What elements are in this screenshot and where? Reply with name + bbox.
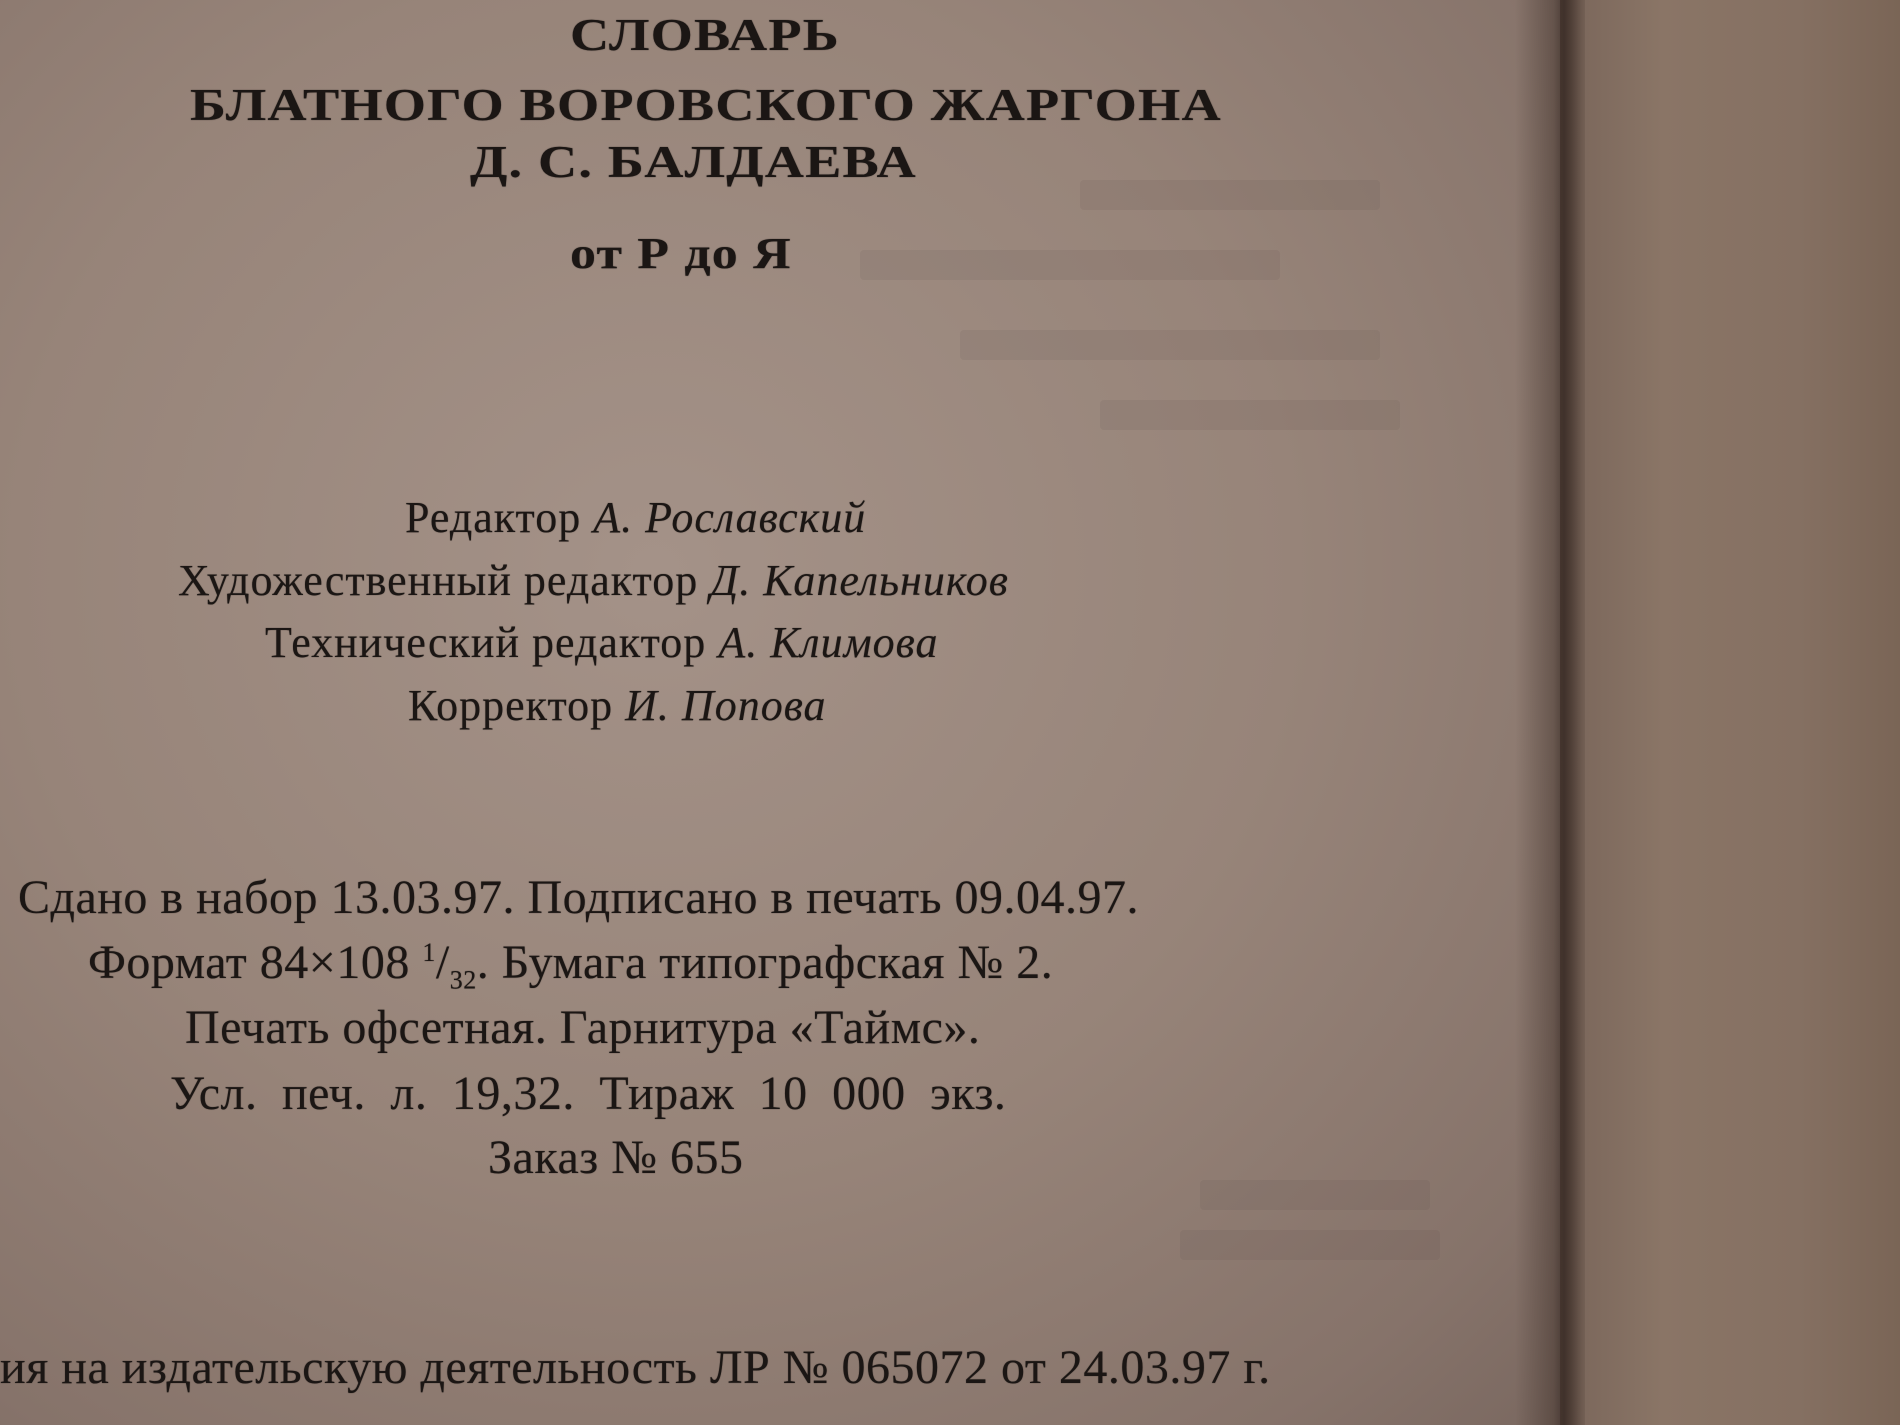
title-range: от Р до Я [570,229,792,278]
imprint-line-1: Сдано в набор 13.03.97. Подписано в печать 09.04.97. [18,871,1139,924]
credit-name: А. Климова [718,618,939,667]
credit-art-editor [178,555,1009,606]
right-page [1560,0,1900,1425]
credit-role: Корректор [408,681,614,730]
credit-tech-editor [265,617,938,668]
credit-proofreader [408,680,827,731]
credit-editor [405,492,866,543]
format-prefix: Формат 84×108 [88,936,423,989]
show-through-decoration [1080,180,1380,210]
title-line-1: СЛОВАРЬ [570,9,840,60]
show-through-decoration [1200,1180,1430,1210]
credit-name: И. Попова [625,681,827,730]
book-gutter-shadow [1515,0,1585,1425]
credit-role: Редактор [405,493,582,542]
title-line-2: БЛАТНОГО ВОРОВСКОГО ЖАРГОНА [190,79,1222,130]
credit-name: А. Рославский [593,493,867,542]
show-through-decoration [860,250,1280,280]
format-suffix: . Бумага типографская № 2. [476,936,1054,989]
credit-role: Художественный редактор [178,556,699,605]
imprint-line-2: Формат 84×108 $^1/_{32}$. Бумага типографская № 2. [88,936,1054,995]
imprint-line-3: Печать офсетная. Гарнитура «Таймс». [185,1001,981,1054]
format-fraction-denominator: 32 [449,965,477,995]
title-line-3: Д. С. БАЛДАЕВА [470,136,917,187]
imprint-line-4: Усл. печ. л. 19,32. Тираж 10 000 экз. [170,1067,1007,1120]
show-through-decoration [1180,1230,1440,1260]
imprint-line-5: Заказ № 655 [488,1131,744,1184]
format-fraction-numerator: 1 [422,938,436,967]
credit-name: Д. Капельников [710,556,1009,605]
show-through-decoration [1100,400,1400,430]
license-line: ия на издательскую деятельность ЛР № 065072 от 24.03.97 г. [0,1341,1271,1394]
show-through-decoration [960,330,1380,360]
credit-role: Технический редактор [265,618,707,667]
